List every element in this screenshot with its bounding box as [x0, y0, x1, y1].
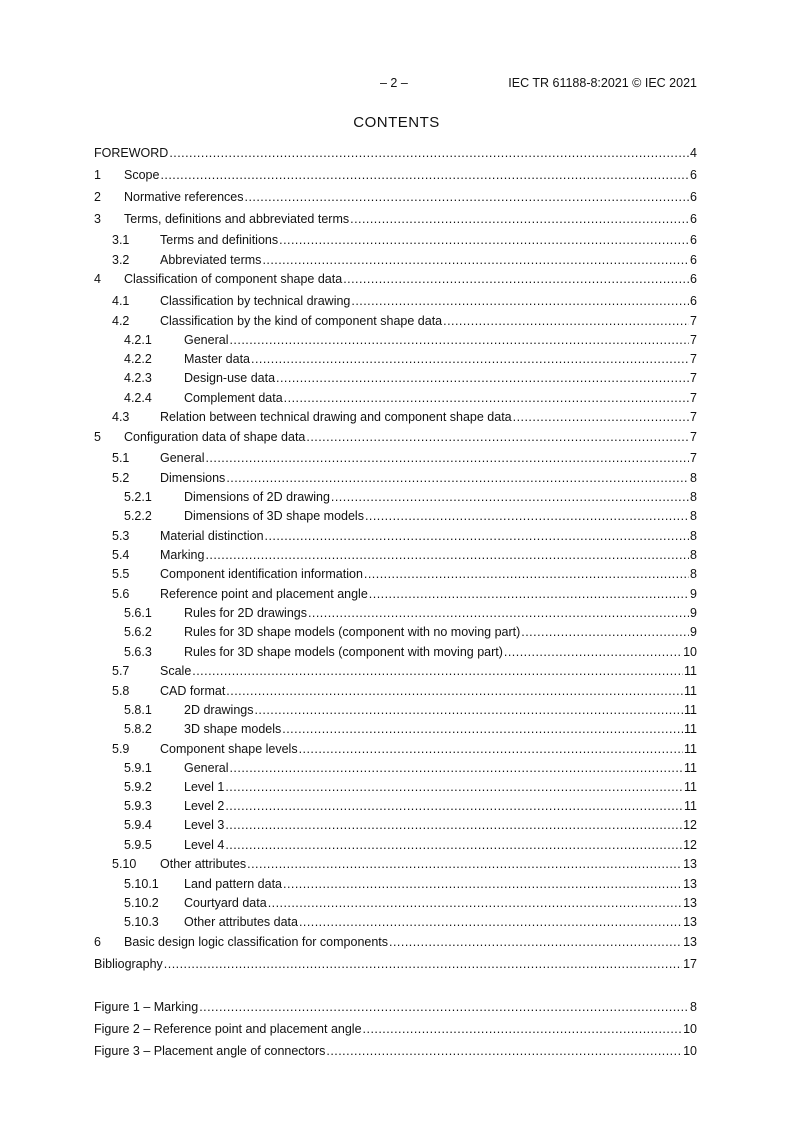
dot-leader — [247, 856, 682, 872]
toc-entry-page: 8 — [690, 471, 697, 485]
toc-entry-page: 11 — [684, 684, 697, 698]
toc-entry-page: 9 — [690, 606, 697, 620]
dot-leader — [199, 999, 689, 1015]
toc-entry-page: 11 — [684, 799, 697, 813]
toc-entry-number: 5.9 — [112, 742, 130, 756]
dot-leader — [283, 876, 682, 892]
toc-entry-page: 7 — [690, 391, 697, 405]
toc-entry-label: Basic design logic classification for components — [124, 935, 389, 949]
toc-entry-label: 3D shape models — [184, 722, 282, 736]
toc-entry-page: 6 — [690, 190, 697, 204]
toc-entry-label: Design-use data — [184, 371, 276, 385]
toc-entry-number: 5.3 — [112, 529, 130, 543]
toc-entry-page: 13 — [683, 877, 697, 891]
toc-entry-label: Component shape levels — [160, 742, 298, 756]
dot-leader — [343, 271, 689, 287]
toc-entry-page: 8 — [690, 548, 697, 562]
dot-leader — [169, 145, 689, 161]
toc-entry[interactable] — [94, 566, 697, 582]
toc-entry-page: 12 — [683, 818, 697, 832]
toc-entry[interactable] — [94, 683, 697, 699]
toc-entry-label: Bibliography — [94, 957, 163, 971]
dot-leader — [229, 332, 689, 348]
toc-entry[interactable] — [94, 956, 697, 972]
toc-entry[interactable] — [94, 934, 697, 950]
toc-entry[interactable] — [94, 409, 697, 425]
toc-entry-label: Dimensions of 2D drawing — [184, 490, 330, 504]
toc-entry[interactable] — [94, 370, 697, 386]
toc-entry-number: 1 — [94, 168, 101, 182]
figure-entry-label: Figure 2 – Reference point and placement angle — [94, 1022, 362, 1036]
toc-entry[interactable] — [94, 470, 697, 486]
toc-entry[interactable] — [94, 232, 697, 248]
figure-entry-page: 10 — [683, 1022, 697, 1036]
toc-entry[interactable] — [94, 798, 697, 814]
toc-entry-page: 7 — [690, 371, 697, 385]
toc-entry-number: 4.2.4 — [124, 391, 152, 405]
toc-entry-page: 8 — [690, 490, 697, 504]
toc-entry-label: CAD format — [160, 684, 226, 698]
figure-entry-page: 8 — [690, 1000, 697, 1014]
toc-entry-label: FOREWORD — [94, 146, 169, 160]
toc-entry-page: 13 — [683, 857, 697, 871]
toc-entry[interactable] — [94, 779, 697, 795]
figure-entry-label: Figure 3 – Placement angle of connectors — [94, 1044, 326, 1058]
toc-entry-label: Component identification information — [160, 567, 363, 581]
dot-leader — [521, 624, 689, 640]
page-title: CONTENTS — [353, 114, 440, 131]
toc-entry-number: 5.2.1 — [124, 490, 152, 504]
toc-entry-number: 5.9.2 — [124, 780, 152, 794]
dot-leader — [308, 605, 689, 621]
toc-entry-label: Level 3 — [184, 818, 225, 832]
figure-entry[interactable] — [94, 1021, 697, 1037]
dot-leader — [205, 450, 689, 466]
toc-entry-label: Material distinction — [160, 529, 264, 543]
toc-entry[interactable] — [94, 252, 697, 268]
toc-entry-number: 5.8.1 — [124, 703, 152, 717]
toc-entry[interactable] — [94, 856, 697, 872]
dot-leader — [306, 429, 689, 445]
dot-leader — [268, 895, 682, 911]
dot-leader — [262, 252, 689, 268]
dot-leader — [225, 817, 682, 833]
dot-leader — [164, 956, 682, 972]
toc-entry[interactable] — [94, 293, 697, 309]
toc-entry-label: Rules for 3D shape models (component with moving part) — [184, 645, 503, 659]
toc-entry[interactable] — [94, 489, 697, 505]
figure-entry[interactable] — [94, 999, 697, 1015]
toc-entry[interactable] — [94, 271, 697, 287]
toc-entry-number: 4.3 — [112, 410, 130, 424]
toc-entry[interactable] — [94, 895, 697, 911]
dot-leader — [331, 489, 689, 505]
toc-entry-number: 5.1 — [112, 451, 130, 465]
toc-entry-label: Level 4 — [184, 838, 225, 852]
toc-entry-label: Rules for 3D shape models (component with no moving part) — [184, 625, 521, 639]
toc-entry[interactable] — [94, 332, 697, 348]
toc-entry-page: 11 — [684, 722, 697, 736]
toc-entry[interactable] — [94, 760, 697, 776]
toc-entry-page: 11 — [684, 664, 697, 678]
toc-entry-number: 5.6.2 — [124, 625, 152, 639]
toc-entry-page: 6 — [690, 253, 697, 267]
toc-entry-number: 3.2 — [112, 253, 130, 267]
toc-entry-page: 9 — [690, 587, 697, 601]
dot-leader — [245, 189, 690, 205]
toc-entry-page: 6 — [690, 212, 697, 226]
toc-entry-label: Terms, definitions and abbreviated terms — [124, 212, 350, 226]
toc-entry-label: Marking — [160, 548, 205, 562]
dot-leader — [504, 644, 682, 660]
toc-entry-page: 13 — [683, 935, 697, 949]
toc-entry[interactable] — [94, 644, 697, 660]
toc-entry-page: 13 — [683, 915, 697, 929]
toc-entry-page: 7 — [690, 352, 697, 366]
toc-entry-label: Level 1 — [184, 780, 225, 794]
toc-entry[interactable] — [94, 351, 697, 367]
dot-leader — [226, 683, 683, 699]
figure-entry-page: 10 — [683, 1044, 697, 1058]
toc-entry-label: General — [160, 451, 205, 465]
toc-entry-number: 5.9.3 — [124, 799, 152, 813]
page-header-marker: – 2 – — [380, 76, 408, 90]
dot-leader — [225, 837, 682, 853]
toc-entry-label: Relation between technical drawing and component shape data — [160, 410, 512, 424]
dot-leader — [251, 351, 689, 367]
dot-leader — [192, 663, 683, 679]
toc-entry-number: 5.6.3 — [124, 645, 152, 659]
toc-entry-label: Abbreviated terms — [160, 253, 262, 267]
toc-entry-page: 12 — [683, 838, 697, 852]
toc-entry-number: 5.7 — [112, 664, 130, 678]
toc-entry-number: 4 — [94, 272, 101, 286]
toc-entry-page: 11 — [684, 780, 697, 794]
toc-entry[interactable] — [94, 211, 697, 227]
toc-entry-page: 11 — [684, 703, 697, 717]
toc-entry[interactable] — [94, 390, 697, 406]
toc-entry-number: 5.10.2 — [124, 896, 159, 910]
dot-leader — [276, 370, 689, 386]
toc-entry[interactable] — [94, 189, 697, 205]
toc-entry-page: 8 — [690, 509, 697, 523]
toc-entry-number: 5.5 — [112, 567, 130, 581]
dot-leader — [365, 508, 689, 524]
dot-leader — [299, 914, 682, 930]
toc-entry-label: Dimensions — [160, 471, 226, 485]
dot-leader — [160, 167, 689, 183]
toc-entry-number: 5.10 — [112, 857, 137, 871]
toc-entry-number: 5 — [94, 430, 101, 444]
dot-leader — [369, 586, 689, 602]
toc-entry-page: 6 — [690, 272, 697, 286]
toc-entry[interactable] — [94, 145, 697, 161]
dot-leader — [351, 293, 689, 309]
toc-entry-number: 5.10.3 — [124, 915, 159, 929]
toc-entry-label: Classification by technical drawing — [160, 294, 351, 308]
toc-entry-label: Dimensions of 3D shape models — [184, 509, 364, 523]
dot-leader — [205, 547, 689, 563]
toc-entry-label: Scale — [160, 664, 192, 678]
toc-entry[interactable] — [94, 508, 697, 524]
toc-entry-number: 5.6.1 — [124, 606, 152, 620]
toc-entry-label: Classification by the kind of component shape data — [160, 314, 443, 328]
toc-entry-page: 7 — [690, 430, 697, 444]
toc-entry[interactable] — [94, 450, 697, 466]
toc-entry[interactable] — [94, 741, 697, 757]
toc-entry-number: 4.2.3 — [124, 371, 152, 385]
toc-entry-label: Other attributes data — [184, 915, 298, 929]
toc-entry-page: 7 — [690, 451, 697, 465]
toc-entry-page: 13 — [683, 896, 697, 910]
toc-entry-label: Courtyard data — [184, 896, 267, 910]
toc-entry-label: 2D drawings — [184, 703, 254, 717]
dot-leader — [513, 409, 689, 425]
dot-leader — [284, 390, 689, 406]
toc-entry-page: 8 — [690, 529, 697, 543]
toc-entry-number: 5.6 — [112, 587, 130, 601]
toc-entry-label: Level 2 — [184, 799, 225, 813]
toc-entry-number: 5.10.1 — [124, 877, 159, 891]
toc-entry-label: Complement data — [184, 391, 283, 405]
dot-leader — [225, 798, 683, 814]
toc-entry[interactable] — [94, 528, 697, 544]
toc-entry-number: 6 — [94, 935, 101, 949]
toc-entry[interactable] — [94, 624, 697, 640]
toc-entry-page: 11 — [684, 742, 697, 756]
toc-entry-number: 3.1 — [112, 233, 130, 247]
figure-entry-label: Figure 1 – Marking — [94, 1000, 199, 1014]
dot-leader — [282, 721, 683, 737]
toc-entry-number: 2 — [94, 190, 101, 204]
dot-leader — [229, 760, 683, 776]
toc-entry-page: 9 — [690, 625, 697, 639]
toc-entry[interactable] — [94, 876, 697, 892]
toc-entry-number: 5.4 — [112, 548, 130, 562]
dot-leader — [389, 934, 682, 950]
toc-entry-label: Classification of component shape data — [124, 272, 343, 286]
toc-entry-number: 5.8 — [112, 684, 130, 698]
page-header-standard: IEC TR 61188-8:2021 © IEC 2021 — [508, 76, 697, 90]
toc-entry-number: 3 — [94, 212, 101, 226]
dot-leader — [364, 566, 689, 582]
toc-entry-number: 5.2.2 — [124, 509, 152, 523]
toc-entry-label: Master data — [184, 352, 251, 366]
toc-entry-label: Rules for 2D drawings — [184, 606, 307, 620]
toc-entry-number: 5.9.1 — [124, 761, 152, 775]
toc-entry-number: 5.9.5 — [124, 838, 152, 852]
toc-entry-page: 4 — [690, 146, 697, 160]
toc-entry[interactable] — [94, 817, 697, 833]
toc-entry-number: 5.8.2 — [124, 722, 152, 736]
toc-entry-label: Configuration data of shape data — [124, 430, 306, 444]
toc-entry-label: Scope — [124, 168, 160, 182]
toc-entry[interactable] — [94, 429, 697, 445]
toc-entry-number: 4.1 — [112, 294, 130, 308]
toc-entry-label: Land pattern data — [184, 877, 282, 891]
toc-entry-number: 4.2.1 — [124, 333, 152, 347]
toc-entry[interactable] — [94, 663, 697, 679]
toc-entry[interactable] — [94, 702, 697, 718]
figure-entry[interactable] — [94, 1043, 697, 1059]
toc-entry[interactable] — [94, 837, 697, 853]
toc-entry-page: 6 — [690, 294, 697, 308]
toc-entry[interactable] — [94, 605, 697, 621]
toc-entry-label: Normative references — [124, 190, 244, 204]
toc-entry-page: 10 — [683, 645, 697, 659]
toc-entry-page: 7 — [690, 410, 697, 424]
dot-leader — [326, 1043, 682, 1059]
dot-leader — [443, 313, 689, 329]
toc-entry-page: 7 — [690, 333, 697, 347]
toc-entry-page: 8 — [690, 567, 697, 581]
dot-leader — [350, 211, 689, 227]
toc-entry-page: 17 — [683, 957, 697, 971]
dot-leader — [254, 702, 683, 718]
toc-entry-number: 5.9.4 — [124, 818, 152, 832]
dot-leader — [265, 528, 690, 544]
toc-entry-label: General — [184, 333, 229, 347]
toc-entry-number: 4.2 — [112, 314, 130, 328]
toc-entry[interactable] — [94, 547, 697, 563]
toc-entry[interactable] — [94, 167, 697, 183]
toc-entry-label: General — [184, 761, 229, 775]
toc-entry[interactable] — [94, 914, 697, 930]
toc-entry-number: 5.2 — [112, 471, 130, 485]
toc-entry-number: 4.2.2 — [124, 352, 152, 366]
toc-entry-page: 7 — [690, 314, 697, 328]
toc-entry-page: 6 — [690, 233, 697, 247]
dot-leader — [226, 470, 689, 486]
toc-entry-label: Other attributes — [160, 857, 247, 871]
toc-entry[interactable] — [94, 586, 697, 602]
toc-entry-label: Reference point and placement angle — [160, 587, 368, 601]
dot-leader — [225, 779, 683, 795]
toc-entry[interactable] — [94, 721, 697, 737]
dot-leader — [363, 1021, 683, 1037]
toc-entry-label: Terms and definitions — [160, 233, 279, 247]
dot-leader — [279, 232, 689, 248]
toc-entry[interactable] — [94, 313, 697, 329]
toc-entry-page: 11 — [684, 761, 697, 775]
toc-entry-page: 6 — [690, 168, 697, 182]
dot-leader — [299, 741, 683, 757]
